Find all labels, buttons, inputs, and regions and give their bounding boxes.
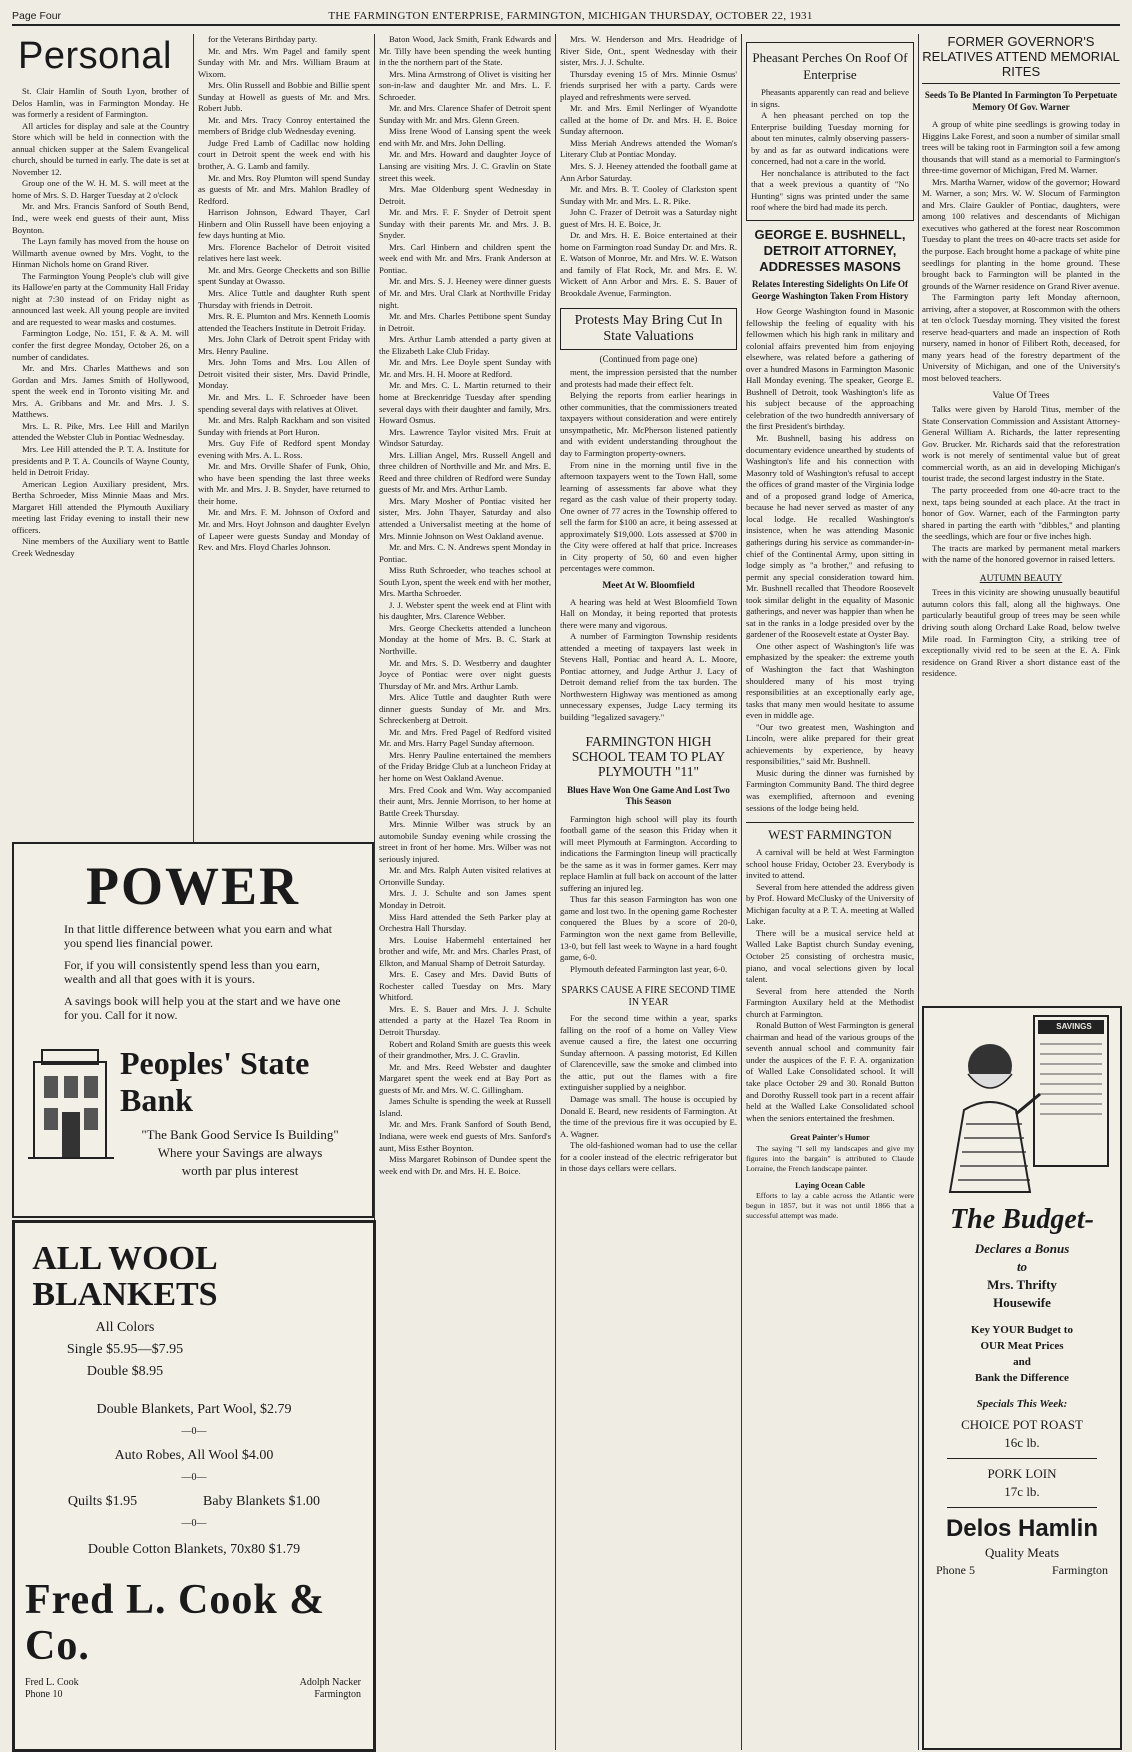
paragraph: A number of Farmington Township residents attended a meeting of taxpayers last week in Stevens Hall, Pontiac and heard A. L. Moore, Pontiac attorney, and Judge Arthur J. Lacy of Detroit demand relief from the tax burden. The Northwestern Highway was mentioned as among unnecessary expenses, Judge Lacy terming its building "legalized savagery." [560,631,737,722]
paragraph: How George Washington found in Masonic fellowship the feeling of equality with his fellowmen which his high rank in military and colonial affairs prevented him from enjoying elsewhere, was related before a gathering of over a hundred Masons in Farmington Masonic Hall Monday evening. The speaker, George E. Bushnell of Detroit, took Washington's life as his subject because of the approaching celebration of the two hundredth anniversary of the first President's birthday. [746,306,914,432]
paragraph: Miss Hard attended the Seth Parker play at Orchestra Hall Thursday. [379,911,551,934]
paragraph: Mrs. Mae Oldenburg spent Wednesday in Detroit. [379,184,551,206]
paragraph: Judge Fred Lamb of Cadillac now holding court in Detroit spent the week end with his brother, A. G. Lamb and family. [198,137,370,172]
budget-line-7: and [1013,1356,1031,1368]
paragraph: Trees in this vicinity are showing unusually beautiful autumn colors this fall, along all the highways. One particularly beautiful group of trees may be seen while driving south along Orchard Lake Road, below twelve Mile road. In Farmington City, a striking tree of exceptionally vivid red to be seen at the E. A. Fink residence on Grand River a short distance east of the residence. [922,587,1120,679]
budget-line-6: OUR Meat Prices [980,1340,1064,1352]
paragraph: Her nonchalance is attributed to the fact that a week previous a quantity of "No Hunting" signs was printed under the same roof where the bird had made its perch. [751,167,909,213]
store-phone: Phone 10 [25,1689,63,1700]
paragraph: Several from here attended the address given by Prof. Howard McClusky of the University of Michigan faculty at a P. T. A. meeting at Walled Lake. [746,881,914,927]
paragraph: Mr. and Mrs. Ralph Auten visited relatives at Ortonville Sunday. [379,865,551,887]
ad-title-power: POWER [85,856,300,916]
budget-line-1: Declares a Bonus [974,1241,1070,1256]
value-of-trees-text [922,404,1120,566]
special-item-1: CHOICE POT ROAST [961,1417,1083,1432]
blankets-single-price: Single $5.95—$7.95 [66,1342,184,1357]
warner-text [922,119,1120,385]
paragraph: Mrs. John Clark of Detroit spent Friday with Mrs. Henry Pauline. [198,334,370,356]
paragraph: A hen pheasant perched on top the Enterprise building Tuesday morning for about ten minutes, calmly observing passers-by and as far as outward indications were concerned, had not a care in the world. [751,110,909,167]
paragraph: Music during the dinner was furnished by Farmington Community Band. The third degree was exemplified, afternoon and evening sessions of the lodge being held. [746,767,914,813]
pheasant-text [751,87,909,214]
paragraph: Mr. and Mrs. Howard and daughter Joyce of Lansing are visiting Mrs. J. C. Gravlin on State street this week. [379,149,551,183]
budget-title: The Budget- [950,1204,1094,1235]
bank-name: Peoples' State Bank [120,1045,310,1118]
paragraph: for the Veterans Birthday party. [208,34,318,44]
paragraph: Mr. and Mrs. Fred Pagel of Redford visited Mr. and Mrs. Harry Pagel Sunday afternoon. [379,726,551,749]
masthead [12,8,1120,26]
blankets-part-wool: Double Blankets, Part Wool, $2.79 [96,1402,292,1417]
pheasant-headline: Pheasant Perches On Roof Of Enterprise [752,50,908,82]
paragraph: Nine members of the Auxiliary went to Battle Creek Wednesday [12,536,189,558]
paragraph: Mr. and Mrs. Clarence Shafer of Detroit spent Sunday with Mr. and Mrs. Glenn Green. [379,103,551,125]
paragraph: Mrs. Mary Mosher of Pontiac visited her sister, Mrs. John Thayer, Saturday and also attended a Universalist meeting at the home of Mrs. Minnie Johnson on West Oakland avenue. [379,495,551,541]
paragraph: Group one of the W. H. M. S. will meet at the home of Mrs. S. D. Harger Tuesday at 2 o'clock [12,178,189,200]
warner-headline: FORMER GOVERNOR'S RELATIVES ATTEND MEMORIAL RITES [922,34,1120,84]
column-1-text [12,86,189,559]
owner-left: Fred L. Cook [25,1677,79,1688]
paragraph: Mrs. S. J. Heeney attended the football game at Ann Arbor Saturday. [560,161,737,183]
cable-head: Laying Ocean Cable [795,1180,865,1190]
paragraph: Mr. and Mrs. L. F. Schroeder have been spending several days with relatives at Olivet. [198,391,370,414]
fire-text [560,1013,737,1175]
paragraph: Harrison Johnson, Edward Thayer, Carl Hinbern and Olin Russell have been enjoying a few days hunting at Mio. [198,207,370,241]
paragraph: Mrs. E. Casey and Mrs. David Butts of Rochester called Tuesday on Mrs. Mary Whitford. [379,969,551,1003]
paragraph: The Layn family has moved from the house on Willmarth avenue owned by Mrs. Voght, to the Hinman Nichols home on Grand River. [12,236,189,270]
paragraph: James Schulte is spending the week at Russell Island. [379,1096,551,1118]
budget-line-5: Key YOUR Budget to [971,1324,1073,1336]
paragraph: Miss Meriah Andrews attended the Woman's Literary Club at Pontiac Monday. [560,137,737,160]
column-personal [12,34,189,842]
paragraph: A group of white pine seedlings is growing today in Higgins Lake Forest, and soon a number of similar small trees will be taking root in Farmington soil a few among thousands that will stand as a memorial to Farmington's three-time governor of Michigan, Fred M. Warner. [922,119,1120,176]
paragraph: Mrs. Alice Tuttle and daughter Ruth were dinner guests Sunday of Mr. and Mrs. Schreckenberg at Detroit. [379,692,551,726]
quilts-price: Quilts $1.95 [67,1494,138,1509]
paragraph: Miss Margaret Robinson of Dundee spent the week end with Dr. and Mrs. H. E. Boice. [379,1154,551,1176]
paragraph: There will be a musical service held at Walled Lake Baptist church Sunday evening, October 25 consisting of orchestra music, piano, and vocal selections given by local talent. [746,927,914,985]
paragraph: Dr. and Mrs. H. E. Boice entertained at their home on Farmington road Sunday Dr. and Mrs. R. E. Watson of Monroe, Mr. and Mrs. W. E. Watson and family of Flat Rock, Mr. and Mrs. E. W. Wickett of Ann Arbor and Mrs. E. S. Bauer of Brookdale Avenue, Farmington. [560,230,737,299]
special-item-2: PORK LOIN [987,1466,1057,1481]
paragraph: The party proceeded from one 40-acre tract to the next, taps being sounded at each place. At the tract in honor of Gov. Warner, each of the Farmington party shared in parting the earth with "dibbles," and planting the seedlings, which are four or five inches high. [922,484,1120,542]
paragraph: Mrs. Guy Fife of Redford spent Monday evening with Mrs. A. L. Ross. [198,438,370,460]
bank-line-3: worth par plus interest [181,1163,299,1178]
paragraph: "Our two greatest men, Washington and Lincoln, were alike prepared for their great achievements by experience, by heavy responsibilities," said Mr. Bushnell. [746,721,914,767]
paragraph: Belying the reports from earlier hearings in other communities, that the commissioners treated taxpayers without consideration and were entirely unsympathetic, Mr. McPherson listened patiently and with evident understanding throughout the day to Farmington property-owners. [560,390,737,458]
paragraph: J. J. Webster spent the week end at Flint with his daughter, Mrs. Clarence Webber. [379,599,551,622]
paragraph: One other aspect of Washington's life was emphasized by the speaker: the extreme youth of Washington the fact that Washington shouldered many of his most trying responsibilities at an exceptionally early age, tasks that many men would hesitate to assume even in middle age. [746,640,914,721]
baby-blankets-price: Baby Blankets $1.00 [203,1494,321,1509]
paragraph: The Farmington party left Monday afternoon, arriving, after a stopover, at Roscommon with the others at ten o'clock Tuesday morning. They visited the forest reserve head-quarters and made an inspection of Roth nursery, named in honor of Filibert Roth, deceased, for many years head of the forestry department of the University of Michigan, and one of the University's most beloved teachers. [922,292,1120,384]
paragraph: All articles for display and sale at the Country Store which will be held in connection with the annual chicken supper at the Salem Evangelical church, should be turned in early. The date is set at November 12. [12,120,189,177]
paragraph: Mrs. L. R. Pike, Mrs. Lee Hill and Marilyn attended the Webster Club in Pontiac Wednesday. [12,420,189,443]
separator: —0— [181,1518,207,1529]
paragraph: Mr. and Mrs. S. D. Westberry and daughter Joyce of Pontiac were over night guests Thursday of Mr. and Mrs. Arthur Lamb. [379,657,551,691]
paragraph: Mrs. Martha Warner, widow of the governor; Howard M. Warner, a son; Mrs. W. W. Slocum of Farmington and Mrs. Claire Gaukler of Pontiac, daughters, were among 100 relatives and descendants of Michigan executives who gathered at the forest near Roscommon Tuesday to plant the trees on 40-acre tracts set aside for the purpose. Each brought home a package of white pine seedlings for planting in the home ground. These brought back to Farmington will be planted in the grounds of the Warner residence on Grand River avenue. [922,176,1120,291]
column-6 [922,34,1120,994]
paragraph: Mr. and Mrs. Tracy Conroy entertained the members of Bridge club Wednesday evening. [198,114,370,137]
paragraph: Mr. and Mrs. Wm Pagel and family spent Sunday with Mr. and Mrs. William Braum at Wixom. [198,45,370,79]
paragraph: Mr. and Mrs. B. T. Cooley of Clarkston spent Sunday with Mr. and Mrs. L. R. Pike. [560,184,737,206]
school-headline: FARMINGTON HIGH SCHOOL TEAM TO PLAY PLYMOUTH "11" [571,733,726,779]
paragraph: Mrs. Minnie Wilber was struck by an automobile Sunday evening while crossing the street in front of her home. Mrs. Wilber was not seriously injured. [379,819,551,864]
paragraph: Mr. and Mrs. Charles Pettibone spent Sunday in Detroit. [379,311,551,333]
blankets-title: ALL WOOL BLANKETS [32,1240,218,1313]
paragraph: Pheasants apparently can read and believe in signs. [751,87,909,109]
paragraph: Baton Wood, Jack Smith, Frank Edwards and Mr. Tilly have been spending the week hunting in the the northern part of the State. [379,34,551,68]
paragraph: Mr. and Mrs. Reed Webster and daughter Margaret spent the week end at Bay Port as guests of Mr. and Mrs. W. C. Gillingham. [379,1061,551,1095]
meat-store-town: Farmington [1052,1563,1108,1577]
paragraph: ment, the impression persisted that the number and protests had made their effect felt. [560,367,737,389]
paragraph: Plymouth defeated Farmington last year, 6-0. [570,963,728,974]
bloomfield-head: Meet At W. Bloomfield [602,580,695,591]
paragraph: Ronald Button of West Farmington is general chairman and head of the various groups of the seventh annual school and community fair under the auspices of the F. F. A. organization of Walled Lake Consolidated school. It will take place October 29 and 30. Ronald Button and Dorothy Russell took part in a recent affair held at the Walled Lake Consolidated school when the seniors entertained the freshmen. [746,1020,914,1123]
paragraph: Mrs. Olin Russell and Bobbie and Billie spent Sunday at Howell as guests of Mr. and Mrs. Robert Jubb. [198,80,370,114]
column-4-text [560,34,737,300]
paragraph: Mr. and Mrs. Ralph Rackham and son visited Sunday with friends at Port Huron. [198,415,370,437]
cable-text: Efforts to lay a cable across the Atlantic were begun in 1857, but it was not until 1866 that a successful attempt was made. [746,1191,914,1221]
meat-store-name: Delos Hamlin [945,1515,1099,1542]
meat-store-tag: Quality Meats [984,1545,1059,1560]
column-2 [198,34,370,842]
budget-line-3: Mrs. Thrifty [987,1277,1057,1292]
paragraph: Mrs. W. Henderson and Mrs. Headridge of River Side, Ont., spent Wednesday with their sister, Mrs. J. J. Schulte. [560,34,737,68]
store-town: Farmington [314,1689,361,1700]
paragraph: Mrs. J. J. Schulte and son James spent Monday in Detroit. [379,888,551,911]
paragraph: Miss Irene Wood of Lansing spent the week end with Mr. and Mrs. John Delling. [379,126,551,148]
paragraph: Thursday evening 15 of Mrs. Minnie Osmus' friends surprised her with a party. Cards were played and refreshments were served. [560,68,737,102]
paragraph: Mrs. Lillian Angel, Mrs. Russell Angell and three children of Northville and Mr. and Mrs. E. Reed and three children of Redford were Sunday guests of Mr. and Mrs. Arthur Lamb. [379,449,551,495]
paragraph: Mrs. Carl Hinbern and children spent the week end with Mr. and Mrs. Frank Anderson at Pontiac. [379,241,551,275]
pheasant-story [746,42,914,221]
paragraph: Mrs. Lawrence Taylor visited Mrs. Fruit at Windsor Saturday. [379,426,551,449]
cotton-blankets-price: Double Cotton Blankets, 70x80 $1.79 [87,1542,301,1557]
paragraph: Mr. and Mrs. Francis Sanford of South Bend, Ind., were week end guests of their aunt, Miss Boynton. [12,201,189,235]
paragraph: Mrs. Alice Tuttle and daughter Ruth spent Thursday with friends in Detroit. [198,288,370,310]
paragraph: John C. Frazer of Detroit was a Saturday night guest of Mrs. H. E. Boice, Jr. [560,207,737,229]
paragraph: Mr. and Mrs. F. M. Johnson of Oxford and Mr. and Mrs. Hoyt Johnson and daughter Evelyn of Lapeer were guests Sunday and Monday of Rev. and Mrs. Floyd Charles Johnson. [198,507,370,553]
paragraph: Thus far this season Farmington has won one game and lost two. In the opening game Rochester conquered the Blues by a score of 20-0, Farmington won the next game from Belleville, 13-0, but fell last week to Wayne in a hard fought game, 6-0. [560,894,737,963]
blankets-colors: All Colors [95,1320,155,1335]
column-5 [746,34,914,1746]
autumn-beauty-head: AUTUMN BEAUTY [979,573,1063,584]
paragraph: Mr. and Mrs. George Checketts and son Billie spent Sunday at Owasso. [198,264,370,287]
value-of-trees-head: Value Of Trees [992,390,1050,401]
owner-right: Adolph Nacker [299,1677,361,1688]
paragraph: Mr. and Mrs. C. N. Andrews spent Monday in Pontiac. [379,542,551,564]
store-name: Fred L. Cook & Co. [25,1577,326,1669]
power-text-1: In that little difference between what you earn and what you spend lies financial power. [64,922,333,950]
painter-head: Great Painter's Humor [790,1133,870,1143]
paragraph: Talks were given by Harold Titus, member of the State Conservation Commission and Assistant Attorney-General William A. Richards, the latter representing Gov. Brucker. Mr. Richards said that the reforestration work is not merely of sentimental value but of great commercial worth, as an aid in developing Michigan's tourist trade, the second largest industry in the State. [922,404,1120,484]
bloomfield-text [560,597,737,724]
bushnell-text [746,306,914,814]
paragraph: Mrs. George Checketts attended a luncheon Monday at the home of Mrs. B. C. Stark at Northville. [379,622,551,656]
paragraph: From nine in the morning until five in the afternoon taxpayers went to the Town Hall, some learning of assessments far above what they regard as the cash value of their property today. One owner of 77 acres in the Township offered to sell the farm for $100 an acre, it being assessed at approximately $19,000. Lots assessed at $700 in the City were offered at half that price. Increases in City property of 50, 60 and even higher percentages were common. [560,459,737,574]
budget-line-2: to [1016,1259,1028,1274]
paragraph: The tracts are marked by permanent metal markers with the name of the honored governor in raised letters. [922,542,1120,565]
paragraph: Farmington high school will play its fourth football game of the season this Friday when it will meet Plymouth at Farmington. According to indications the Farmington lineup will practically be the same as it was in former games. Kerr may replace Hamlin at full back on account of the latter suffering an injured leg. [560,813,737,893]
bank-slogan: "The Bank Good Service Is Building" [141,1127,339,1142]
page-number: Page Four [12,10,62,22]
bank-building-icon [28,1042,114,1162]
paragraph: Mrs. Henry Pauline entertained the members of the Friday Bridge Club at a luncheon Friday at her home on West Oakland Avenue. [379,749,551,783]
continued-note: (Continued from page one) [599,353,698,364]
warner-subhead: Seeds To Be Planted In Farmington To Perpetuate Memory Of Gov. Warner [924,90,1118,112]
school-subhead: Blues Have Won One Game And Lost Two This Season [567,784,730,807]
paragraph: American Legion Auxiliary president, Mrs. Bertha Schroeder, Miss Minnie Maas and Mrs. Margaret Hill attended the Plymouth Auxiliary meeting last Friday evening to install their new officers. [12,478,189,535]
paragraph: Mrs. E. S. Bauer and Mrs. J. J. Schulte attended a party at the Hazel Tea Room in Detroit Thursday. [379,1003,551,1038]
blankets-double-price: Double $8.95 [86,1364,164,1379]
paragraph: Miss Ruth Schroeder, who teaches school at South Lyon, spent the week end with her mother, Mrs. Martha Schroeder. [379,565,551,599]
paragraph: Mr. and Mrs. Charles Matthews and son Gordan and Mrs. James Smith of Hollywood, spent the week end in Toronto visiting Mr. and Mrs. A. Gribbans and Mr. and Mrs. J. S. Matthews. [12,363,189,420]
column-4 [560,34,737,1746]
budget-line-8: Bank the Difference [975,1372,1069,1384]
special-price-1: 16c lb. [1004,1435,1040,1450]
paragraph: Mr. and Mrs. Emil Nerlinger of Wyandotte called at the home of Dr. and Mrs. H. E. Boice Sunday afternoon. [560,103,737,137]
protests-text [560,367,737,575]
power-text-2: For, if you will consistently spend less than you earn, wealth and all that goes with it is yours. [64,958,320,986]
paragraph: Mrs. Louise Habermehl entertained her brother and wife, Mr. and Mrs. Charles Prast, of Elkton, and Manual Shamp of Detroit Saturday. [379,934,551,968]
paragraph: A carnival will be held at West Farmington school house Friday, October 23. Everybody is invited to attend. [746,847,914,881]
delos-hamlin-meats-ad [922,1006,1122,1750]
paragraph: Mrs. Mina Armstrong of Olivet is visiting her son-in-law and daughter Mr. and Mrs. L. F. Schroeder. [379,68,551,102]
paragraph: Mr. and Mrs. F. F. Snyder of Detroit spent Sunday with their parents Mr. and Mrs. J. B. Snyder. [379,207,551,241]
west-farmington-heading: WEST FARMINGTON [746,822,914,843]
fred-cook-blankets-ad [12,1220,376,1752]
paragraph: Mrs. Fred Cook and Wm. Way accompanied their aunt, Mrs. Jennie Morrison, to her home at Battle Creek Thursday. [379,784,551,818]
specials-heading: Specials This Week: [976,1398,1068,1410]
paragraph: Robert and Roland Smith are guests this week of their grandmother, Mrs. J. C. Gravlin. [379,1038,551,1061]
paragraph: Mr. and Mrs. Lee Doyle spent Sunday with Mr. and Mrs. H. H. Moore at Redford. [379,357,551,379]
protests-story [560,308,737,350]
paragraph: Mrs. John Toms and Mrs. Lou Allen of Detroit visited their sister, Mrs. David Prindle, Monday. [198,357,370,391]
paragraph: Damage was small. The house is occupied by Donald E. Beard, new residents of Farmington. At the time of the previous fire it was occupied by E. A. Wagner. [560,1094,737,1139]
section-heading-personal: Personal [18,35,172,77]
column-2-text [198,34,370,554]
column-3-text [379,34,551,1177]
special-price-2: 17c lb. [1004,1484,1040,1499]
paragraph: Mr. and Mrs. Frank Sanford of South Bend, Indiana, were week end guests of Mrs. Sanford's aunt, Miss Esther Boynton. [379,1119,551,1153]
paragraph: Mr. and Mrs. C. L. Martin returned to their home at Breckenridge Tuesday after spending several days with their daughter and family, Mrs. Howard Osmus. [379,380,551,426]
meat-store-phone: Phone 5 [936,1563,975,1577]
protests-headline: Protests May Bring Cut In State Valuations [574,312,723,344]
woman-savings-illustration [930,1014,1114,1194]
auto-robes-price: Auto Robes, All Wool $4.00 [114,1448,274,1463]
paragraph: Mr. Bushnell, basing his address on documentary evidence unearthed by students of Washington's life and his connection with Masonry told of Washington's refusal to accept the offices of grand master of the Virginia lodge and of a proposed grand lodge of America, because he had never served as master of any local lodge. He recalled Washington's insistence, when he was attending Masonic gatherings during his service as commander-in-chief of the Continental Army, upon sitting in lodge simply as "a brother," and refusing to permit any special consideration toward him. Mr. Bushnell recalled that Theodore Roosevelt took similar delight in the equality of Masonic gatherings, and never was happier than when he sat in the ranks in a lodge presided over by the gardener of the Roosevelt estate at Oyster Bay. [746,433,914,640]
bank-line-2: Where your Savings are always [157,1145,323,1160]
school-text [560,814,737,976]
paragraph: The old-fashioned woman had to use the cellar for a cooler instead of the electric refrigerator but in those days cellars were cellars. [560,1140,737,1174]
paragraph: Mrs. Arthur Lamb attended a party given at the Elizabeth Lake Club Friday. [379,334,551,356]
paragraph: Several from here attended the North Farmington Auxilary held at the Methodist church at Farmington. [746,985,914,1019]
paragraph: Mrs. R. E. Plumton and Mrs. Kenneth Loomis attended the Teachers Institute in Detroit Friday. [198,311,370,333]
budget-line-4: Housewife [993,1295,1051,1310]
fire-headline: SPARKS CAUSE A FIRE SECOND TIME IN YEAR [561,985,736,1009]
painter-text: The saying "I sell my landscapes and give my figures into the bargain" is attributed to Claude Lorraine, the French landscape painter. [746,1143,914,1173]
separator: —0— [181,1472,207,1483]
paragraph: Farmington Lodge, No. 151, F. & A. M. will confer the first degree Monday, October 26, on a number of candidates. [12,328,189,362]
paragraph: St. Clair Hamlin of South Lyon, brother of Delos Hamlin, was in Farmington Monday. He was formerly a resident of Farmington. [12,86,189,120]
peoples-state-bank-ad [12,842,374,1218]
autumn-beauty-text [922,587,1120,679]
paragraph: Mrs. Lee Hill attended the P. T. A. Institute for presidents and P. T. A. Councils of Wayne County, held in Detroit Friday. [12,443,189,478]
bushnell-subhead: Relates Interesting Sidelights On Life Of George Washington Taken From History [751,279,909,301]
masthead-title: THE FARMINGTON ENTERPRISE, FARMINGTON, MICHIGAN THURSDAY, OCTOBER 22, 1931 [328,10,813,22]
paragraph: The Farmington Young People's club will give its Hallowe'en party at the Community Hall Friday night at 7:30 instead of on Friday night as announced last week. All young people are invited and are requested to wear masks and costumes. [12,270,189,327]
paragraph: For the second time within a year, sparks falling on the roof of a home on Valley View avenue caused a fire, the latest one occurring Sunday afternoon. A passing motorist, Ed Killen of Clarenceville, saw the smoke and climbed into the attic, put out the flames with a fire extinguisher supplied by a neighbor. [560,1013,737,1093]
paragraph: Mrs. Florence Bachelor of Detroit visited relatives here last week. [198,241,370,264]
paragraph: A hearing was held at West Bloomfield Town Hall on Monday, it being reported that protests there were many and vigorous. [560,596,737,630]
savings-label: SAVINGS [1056,1022,1092,1031]
paragraph: Mr. and Mrs. Orville Shafer of Funk, Ohio, who have been spending the last three weeks with Mr. and Mrs. J. B. Snyder, have returned to their home. [198,461,370,506]
west-farmington-text [746,847,914,1124]
bushnell-headline: GEORGE E. BUSHNELL, DETROIT ATTORNEY, ADDRESSES MASONS [754,227,906,275]
power-text-3: A savings book will help you at the start and we have one for you. Call for it now. [64,994,341,1022]
separator: —0— [181,1426,207,1437]
paragraph: Mr. and Mrs. S. J. Heeney were dinner guests of Mr. and Mrs. Ural Clark at Northville Friday night. [379,276,551,310]
paragraph: Mr. and Mrs. Roy Plumton will spend Sunday as guests of Mr. and Mrs. Mahlon Bradley of Redford. [198,172,370,206]
column-3 [379,34,551,1746]
